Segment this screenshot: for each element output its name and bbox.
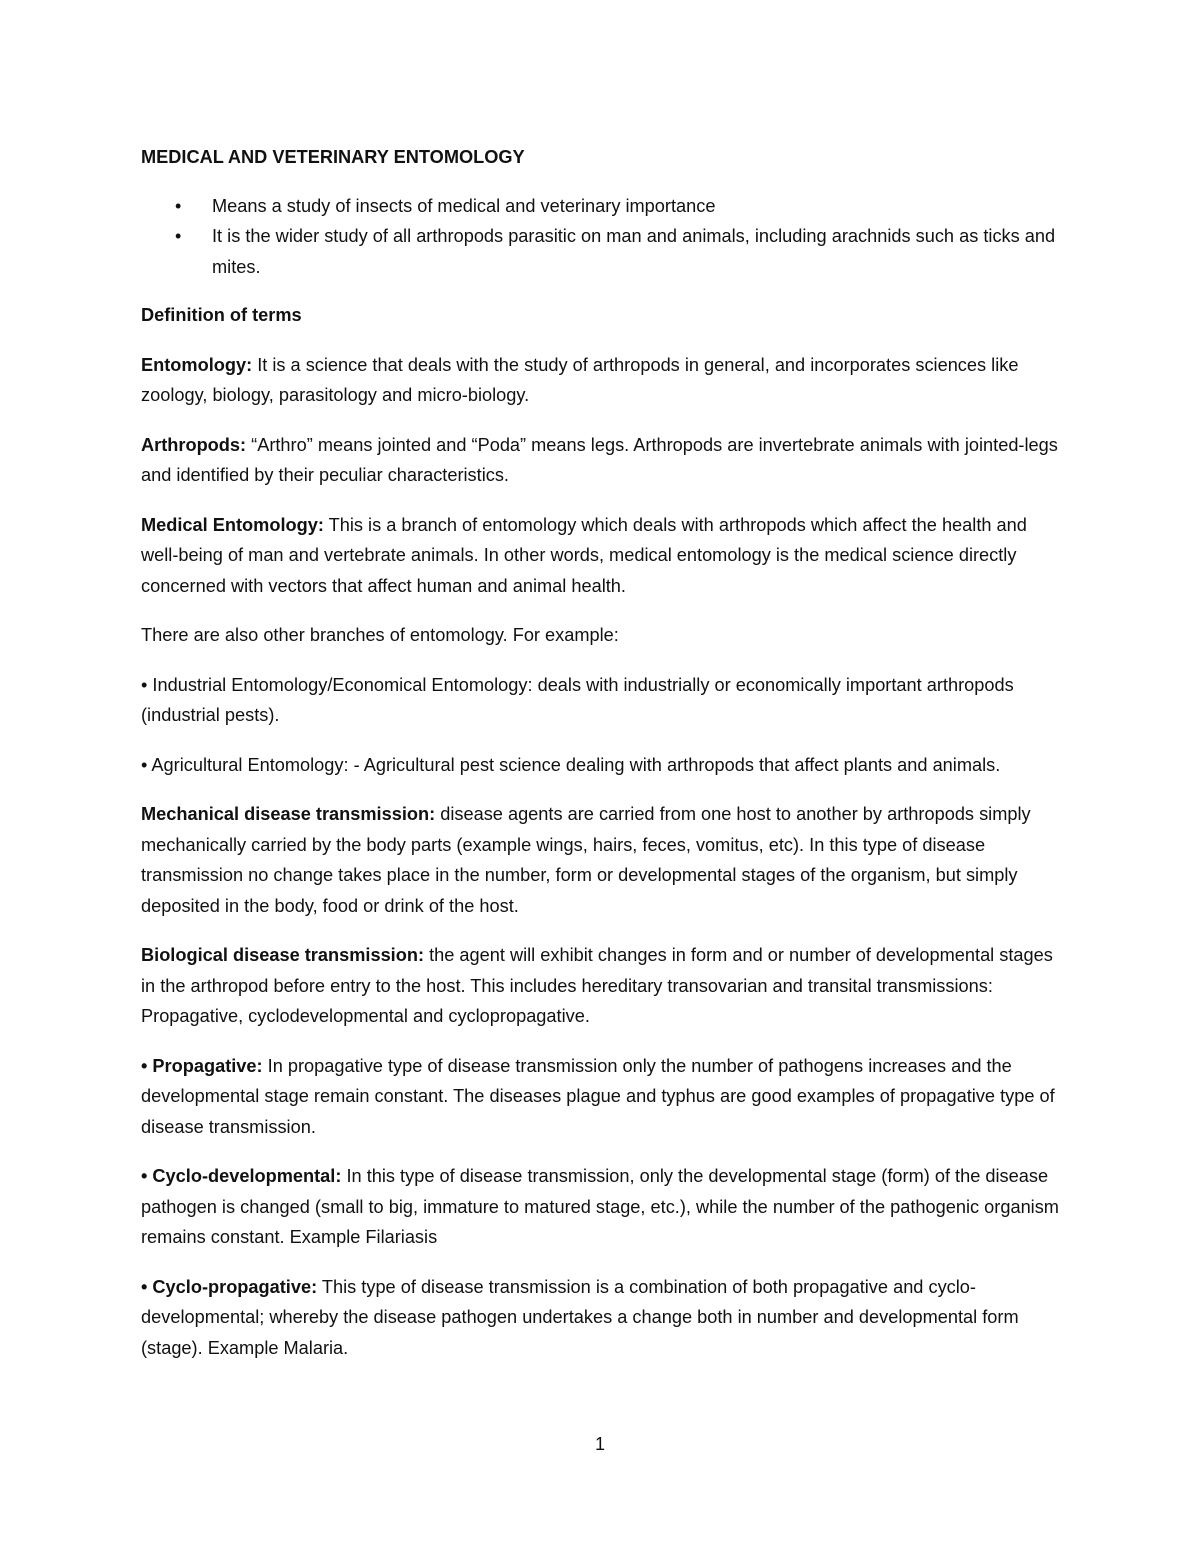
term-label: Medical Entomology:	[141, 514, 324, 535]
term-definition: disease agents are carried from one host to another by arthropods simply mechanically carried by the body parts (example wings, hairs, feces, vomitus, etc). In this type of disease transmission no change takes place in the number, form or developmental stages of the organism, but simply deposited in the body, food or drink of the host.	[141, 804, 1031, 916]
page-title: MEDICAL AND VETERINARY ENTOMOLOGY	[141, 147, 525, 167]
paragraph-entomology	[141, 350, 1061, 411]
term-definition: the agent will exhibit changes in form and or number of developmental stages in the arthropod before entry to the host. This includes hereditary transovarian and transital transmissions: Propagative, cyclodevelopmental and cyclopropagative.	[141, 945, 1053, 1026]
term-label: Arthropods:	[141, 434, 247, 455]
paragraph-other-branches: There are also other branches of entomology. For example:	[141, 625, 619, 645]
term-definition: In this type of disease transmission, only the developmental stage (form) of the disease pathogen is changed (small to big, immature to matured stage, etc.), while the number of the pathogenic organism remains constant. Example Filariasis	[141, 1166, 1059, 1247]
paragraph-medical-entomology	[141, 510, 1061, 602]
term-label: Biological disease transmission:	[141, 945, 425, 965]
paragraph-agricultural-entomology: • Agricultural Entomology: - Agricultural pest science dealing with arthropods that affect plants and animals.	[141, 754, 1001, 775]
paragraph-arthropods	[141, 430, 1061, 491]
paragraph-industrial-entomology: • Industrial Entomology/Economical Entomology: deals with industrially or economically important arthropods (industrial pests).	[141, 674, 1014, 725]
definitions-heading: Definition of terms	[141, 305, 302, 325]
term-definition: “Arthro” means jointed and “Poda” means legs. Arthropods are invertebrate animals with jointed-legs and identified by their peculiar characteristics.	[141, 434, 1058, 485]
intro-bullet-list	[141, 191, 1061, 283]
term-label: Entomology:	[141, 354, 253, 375]
list-item: • It is the wider study of all arthropods parasitic on man and animals, including arachnids such as ticks and mites.	[212, 221, 1061, 282]
document-body	[141, 142, 1061, 1382]
list-item: • Means a study of insects of medical and veterinary importance	[212, 191, 1061, 222]
term-label: • Propagative:	[141, 1055, 263, 1076]
paragraph-propagative	[141, 1051, 1061, 1143]
page-number: 1	[594, 1434, 605, 1454]
term-definition: This type of disease transmission is a combination of both propagative and cyclo-developmental; whereby the disease pathogen undertakes a change both in number and developmental form (stage). Example Malaria.	[141, 1276, 1019, 1358]
term-label: • Cyclo-propagative:	[141, 1276, 318, 1297]
paragraph-cyclo-propagative	[141, 1272, 1061, 1364]
term-label: • Cyclo-developmental:	[141, 1166, 342, 1186]
paragraph-cyclo-developmental	[141, 1161, 1061, 1253]
paragraph-biological-transmission	[141, 940, 1061, 1032]
term-definition: In propagative type of disease transmission only the number of pathogens increases and the developmental stage remain constant. The diseases plague and typhus are good examples of propagative type of disease transmission.	[141, 1055, 1055, 1137]
paragraph-mechanical-transmission	[141, 799, 1061, 921]
term-label: Mechanical disease transmission:	[141, 804, 436, 824]
term-definition: This is a branch of entomology which deals with arthropods which affect the health and well-being of man and vertebrate animals. In other words, medical entomology is the medical science directly concerned with vectors that affect human and animal health.	[141, 514, 1027, 596]
term-definition: It is a science that deals with the study of arthropods in general, and incorporates sciences like zoology, biology, parasitology and micro-biology.	[141, 354, 1019, 405]
